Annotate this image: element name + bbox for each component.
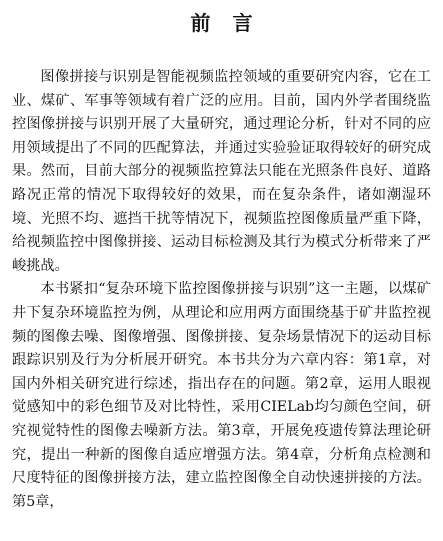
page-title: 前言 <box>190 11 275 35</box>
body-text <box>12 66 431 514</box>
paragraph-1: 图像拼接与识别是智能视频监控领域的重要研究内容，它在工业、煤矿、军事等领域有着广泛的应用。目前，国内外学者围绕监控图像拼接与识别开展了大量研究，通过理论分析，针对不同的应用领域提出了不同的匹配算法，并通过实验验证取得较好的研究成果。然而，目前大部分的视频监控算法只能在光照条件良好、道路路况正常的情况下取得较好的效果，而在复杂条件，诸如潮湿环境、光照不均、遮挡干扰等情况下，视频监控图像质量严重下降，给视频监控中图像拼接、运动目标检测及其行为模式分析带来了严峻挑战。 <box>12 69 431 274</box>
paragraph-2: 本书紧扣“复杂环境下监控图像拼接与识别”这一主题，以煤矿井下复杂环境监控为例，从理论和应用两方面围绕基于矿井监控视频的图像去噪、图像增强、图像拼接、复杂场景情况下的运动目标跟踪识别及行为分析展开研究。本书共分为六章内容：第1章，对国内外相关研究进行综述，指出存在的问题。第2章，运用人眼视觉感知中的彩色细节及对比特性，采用CIELab均匀颜色空间，研究视觉特性的图像去噪新方法。第3章，开展免疫遗传算法理论研究，提出一种新的图像自适应增强方法。第4章，分析角点检测和尺度特征的图像拼接方法，建立监控图像全自动快速拼接的方法。第5章， <box>12 281 431 510</box>
